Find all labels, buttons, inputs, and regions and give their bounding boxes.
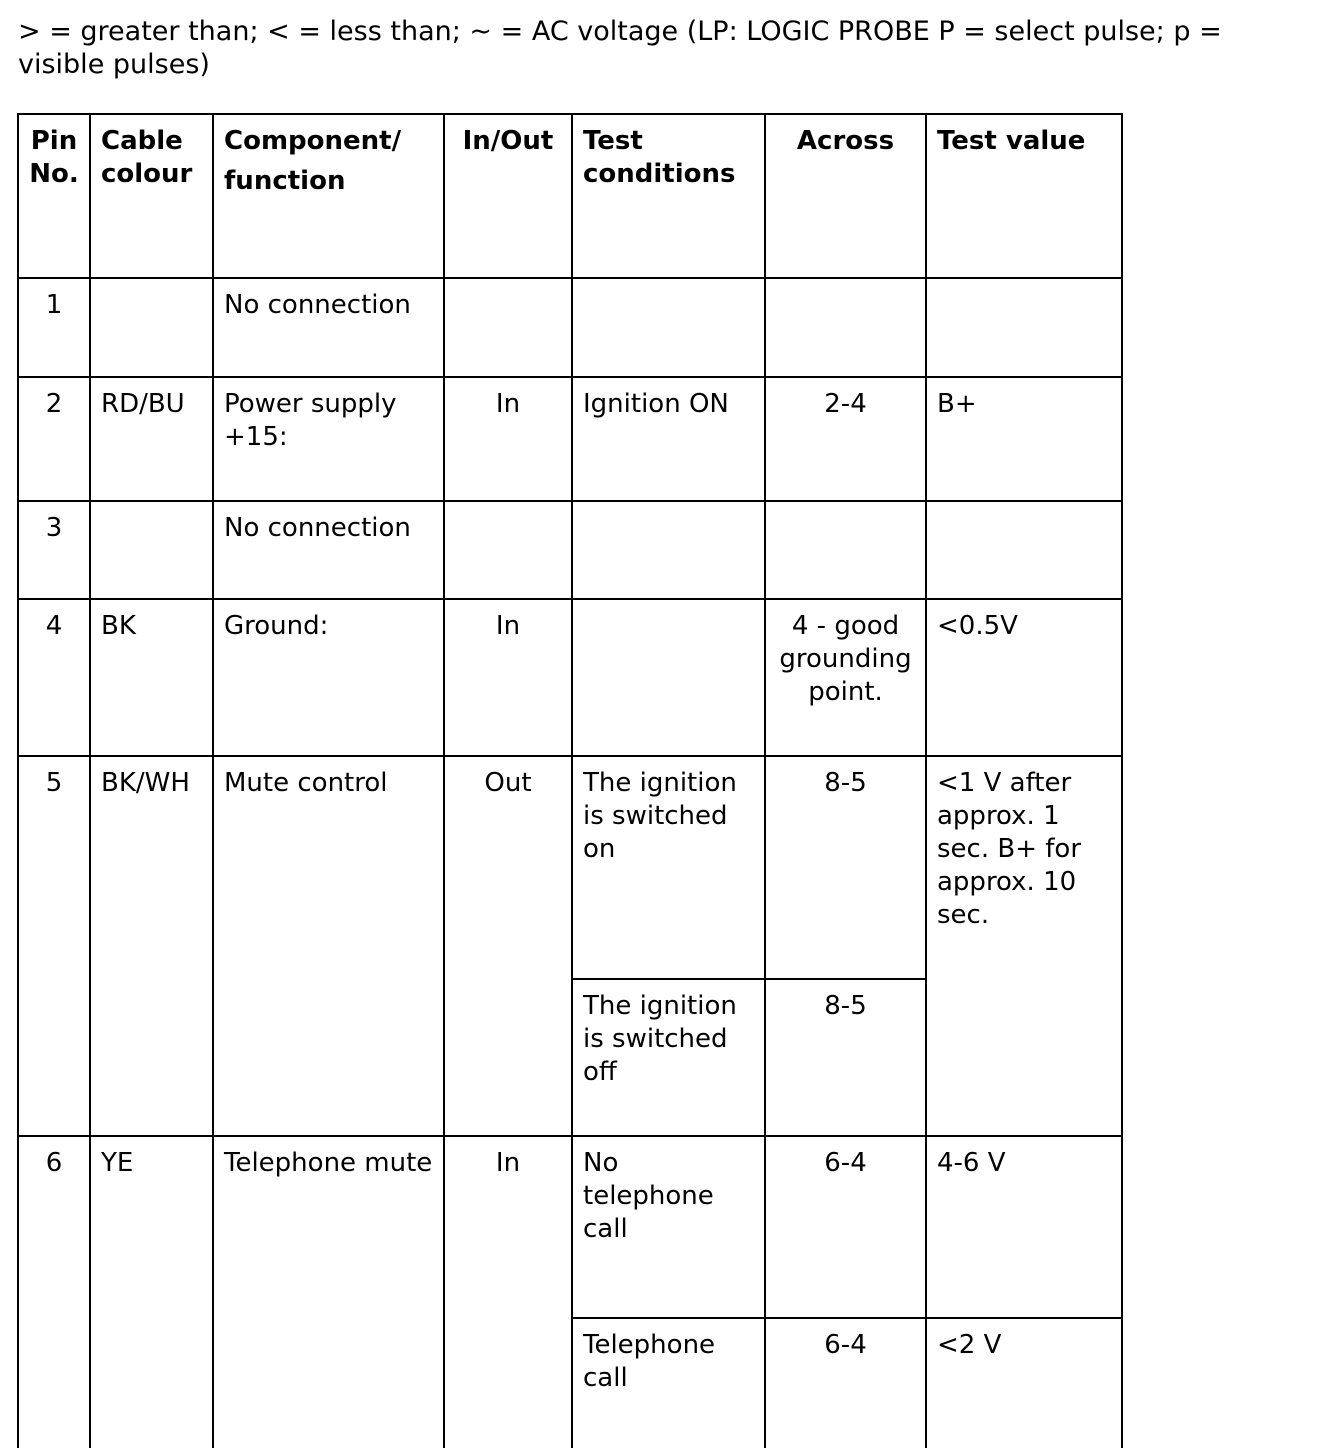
pin-assignment-table [17,113,1123,1448]
header-row [18,114,1122,278]
inout-cell: Out [444,756,572,1136]
cable-cell [90,278,213,377]
table-row [18,599,1122,756]
across-cell: 4 - good grounding point. [765,599,926,756]
across-cell: 6-4 [765,1318,926,1448]
conditions-cell [572,501,765,599]
component-cell: Ground: [213,599,444,756]
inout-cell: In [444,599,572,756]
inout-cell [444,278,572,377]
component-cell: Mute control [213,756,444,1136]
pin-cell: 6 [18,1136,90,1448]
table-row [18,278,1122,377]
cable-cell: YE [90,1136,213,1448]
inout-cell: In [444,1136,572,1448]
component-cell: Power supply +15: [213,377,444,501]
value-cell: <0.5V [926,599,1122,756]
conditions-cell: No telephone call [572,1136,765,1318]
table-row [18,377,1122,501]
header-in-out: In/Out [444,114,572,278]
across-cell [765,501,926,599]
across-cell: 8-5 [765,979,926,1136]
component-cell: No connection [213,501,444,599]
header-component-line2: function [224,166,346,196]
conditions-cell [572,278,765,377]
table-row [18,756,1122,979]
header-across: Across [765,114,926,278]
pin-cell: 1 [18,278,90,377]
value-cell: B+ [926,377,1122,501]
component-cell: Telephone mute [213,1136,444,1448]
pin-cell: 5 [18,756,90,1136]
header-test-value: Test value [926,114,1122,278]
value-cell: <1 V after approx. 1 sec. B+ for approx. 10 sec. [926,756,1122,1136]
cable-cell: BK/WH [90,756,213,1136]
pin-cell: 3 [18,501,90,599]
table-row [18,501,1122,599]
across-cell [765,278,926,377]
value-cell: 4-6 V [926,1136,1122,1318]
cable-cell [90,501,213,599]
conditions-cell: The ignition is switched off [572,979,765,1136]
value-cell [926,501,1122,599]
inout-cell [444,501,572,599]
header-component [213,114,444,278]
table-row [18,1136,1122,1318]
header-pin: Pin No. [18,114,90,278]
inout-cell: In [444,377,572,501]
across-cell: 8-5 [765,756,926,979]
value-cell: <2 V [926,1318,1122,1448]
cable-cell: RD/BU [90,377,213,501]
value-cell [926,278,1122,377]
cable-cell: BK [90,599,213,756]
conditions-cell: Telephone call [572,1318,765,1448]
pin-cell: 2 [18,377,90,501]
header-component-line1: Component/ [224,126,402,156]
header-test-conditions: Test conditions [572,114,765,278]
legend-text: > = greater than; < = less than; ~ = AC voltage (LP: LOGIC PROBE P = select pulse; p = visible pulses) [18,16,1222,80]
component-cell: No connection [213,278,444,377]
header-cable-colour: Cable colour [90,114,213,278]
across-cell: 2-4 [765,377,926,501]
across-cell: 6-4 [765,1136,926,1318]
conditions-cell: The ignition is switched on [572,756,765,979]
conditions-cell: Ignition ON [572,377,765,501]
conditions-cell [572,599,765,756]
pin-cell: 4 [18,599,90,756]
